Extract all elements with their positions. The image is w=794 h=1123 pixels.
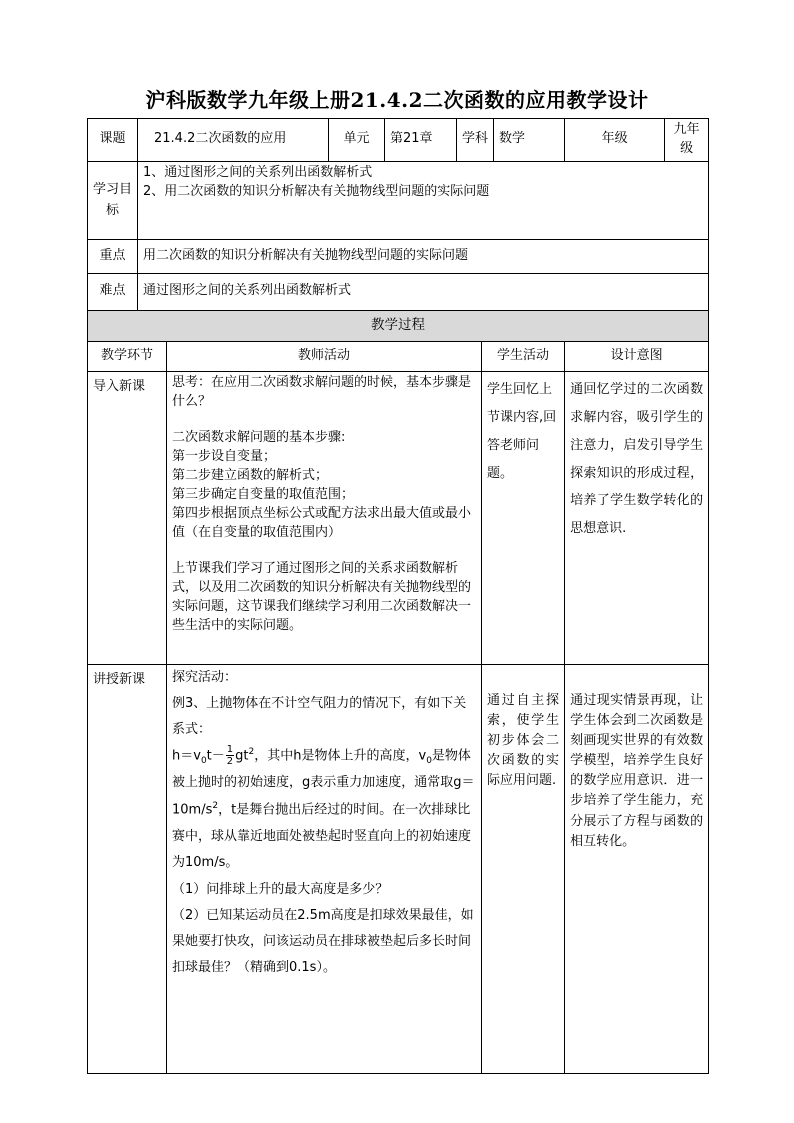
- design-intent: 通过现实情景再现，让学生体会到二次函数是刻画现实世界的有效数学模型，培养学生良好的数学应用意识．进一步培养了学生能力，充分展示了方程与函数的相互转化。: [565, 664, 709, 1073]
- stage-label: 讲授新课: [88, 664, 167, 1073]
- step-item: 第二步建立函数的解析式；: [172, 468, 329, 484]
- student-activity: 通过自主探索，使学生初步体会二次函数的实际应用问题.: [482, 664, 565, 1073]
- activity-title: 探究活动：: [172, 669, 238, 685]
- page-title: 沪科版数学九年级上册21.4.2二次函数的应用教学设计: [145, 88, 649, 112]
- goals-row: [88, 161, 709, 239]
- difficulty-row: [88, 273, 709, 310]
- new-lesson-row: [88, 664, 709, 1073]
- goal-item: 2、用二次函数的知识分析解决有关抛物线型问题的实际问题: [143, 183, 490, 199]
- subject-value: 数学: [494, 119, 565, 162]
- intro-row: [88, 371, 709, 664]
- difficulty-label: 难点: [88, 273, 138, 310]
- process-header-row: [88, 310, 709, 341]
- teacher-activity: [167, 371, 482, 664]
- course-label: 课题: [88, 119, 138, 162]
- column-header-row: [88, 341, 709, 371]
- key-label: 重点: [88, 239, 138, 273]
- difficulty-text: 通过图形之间的关系列出函数解析式: [138, 273, 709, 310]
- column-header: 教师活动: [167, 341, 482, 371]
- grade-label: 年级: [565, 119, 665, 162]
- formula-text: $h=v_0t-$ $\frac{1}{2}$ $gt^2$，其中h是物体上升的高度，$v_0$是物体被上抛时的初始速度，g表示重力加速度，通常取$g=10m/s^2$，t是舞台抛出后经过的时间。在一次排球比赛中，球从靠近地面处被垫起时竖直向上的初始速度为10m/s。: [172, 744, 475, 871]
- column-header: 教学环节: [88, 341, 167, 371]
- subject-label: 学科: [457, 119, 494, 162]
- grade-value: 九年级: [665, 119, 709, 162]
- goals-content: [138, 161, 709, 239]
- goal-item: 1、通过图形之间的关系列出函数解析式: [143, 164, 373, 180]
- step-item: 第四步根据顶点坐标公式或配方法求出最大值或最小值（在自变量的取值范围内）: [172, 505, 472, 540]
- steps-title: 二次函数求解问题的基本步骤:: [172, 430, 346, 446]
- step-item: 第三步确定自变量的取值范围；: [172, 486, 355, 502]
- column-header: 设计意图: [565, 341, 709, 371]
- lesson-plan-table: [87, 118, 709, 1074]
- course-value: 21.4.2二次函数的应用: [138, 119, 329, 162]
- fraction: $\frac{1}{2}$: [226, 744, 234, 768]
- student-activity: 学生回忆上节课内容,回答老师问题。: [482, 371, 565, 664]
- design-intent: 通回忆学过的二次函数求解内容，吸引学生的注意力，启发引导学生探索知识的形成过程，培养了学生数学转化的思想意识.: [565, 371, 709, 664]
- summary-text: 上节课我们学习了通过图形之间的关系求函数解析式，以及用二次函数的知识分析解决有关抛物线型的实际问题，这节课我们继续学习利用二次函数解决一些生活中的实际问题。: [172, 561, 472, 633]
- goals-label: 学习目标: [88, 161, 138, 239]
- teacher-activity: [167, 664, 482, 1073]
- example-text: 例3、上抛物体在不计空气阻力的情况下，有如下关系式：: [172, 695, 467, 737]
- question-1: （1）问排球上升的最大高度是多少？: [172, 881, 389, 897]
- column-header: 学生活动: [482, 341, 565, 371]
- step-item: 第一步设自变量；: [172, 449, 277, 465]
- think-question: 思考：在应用二次函数求解问题的时候，基本步骤是什么？: [172, 374, 472, 409]
- info-row: [88, 119, 709, 162]
- question-2: （2）已知某运动员在2.5m高度是扣球效果最佳，如果她要打快攻，问该运动员在排球被垫起后多长时间扣球最佳？（精确到0.1s）。: [172, 907, 474, 975]
- unit-label: 单元: [329, 119, 385, 162]
- unit-value: 第21章: [385, 119, 457, 162]
- key-row: [88, 239, 709, 273]
- stage-label: 导入新课: [88, 371, 167, 664]
- process-header: 教学过程: [88, 310, 709, 341]
- key-text: 用二次函数的知识分析解决有关抛物线型问题的实际问题: [138, 239, 709, 273]
